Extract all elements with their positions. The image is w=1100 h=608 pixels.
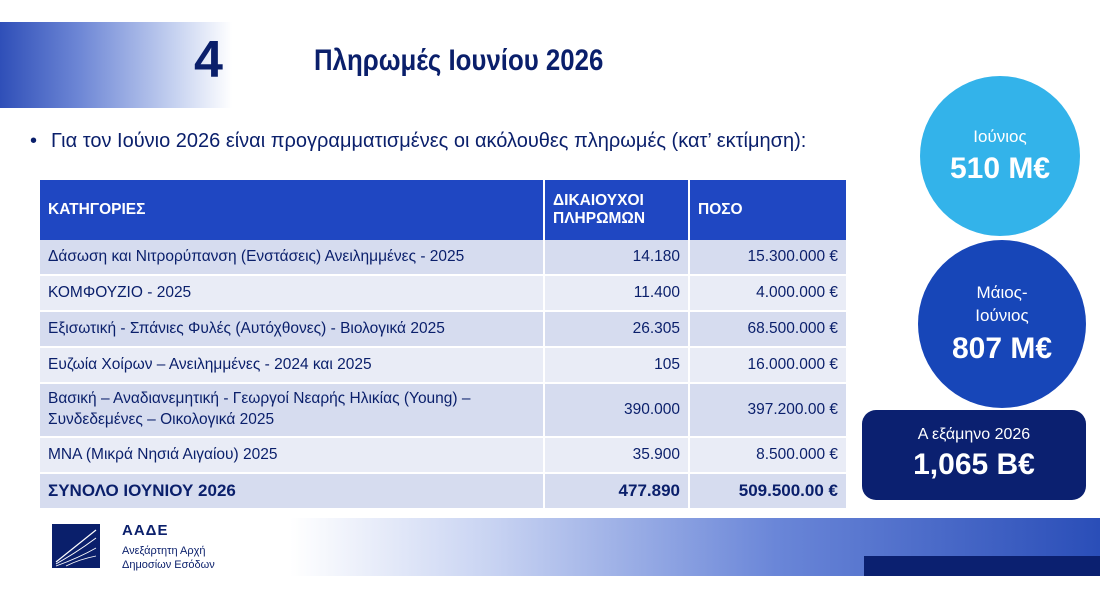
table-row (40, 311, 846, 347)
may-june-total-circle (918, 240, 1086, 408)
table-header-row (40, 180, 846, 240)
slide-number: 4 (194, 31, 223, 89)
intro-bullet (30, 130, 806, 153)
row-amount: 15.300.000 € (689, 240, 846, 275)
table-row (40, 275, 846, 311)
logo-subtitle-line-2: Δημοσίων Εσόδων (122, 559, 215, 572)
may-june-value: 807 Μ€ (951, 331, 1053, 365)
bullet-icon: • (30, 130, 38, 152)
page-title: Πληρωμές Ιουνίου 2026 (314, 44, 604, 77)
row-category: ΜΝΑ (Μικρά Νησιά Αιγαίου) 2025 (40, 437, 544, 473)
table-total-row (40, 473, 846, 509)
table-row (40, 383, 846, 437)
may-june-label-2: Ιούνιος (975, 306, 1029, 325)
row-beneficiaries: 105 (544, 347, 689, 383)
logo-subtitle-line-1: Ανεξάρτητη Αρχή (122, 545, 206, 557)
total-amount: 509.500.00 € (689, 473, 846, 509)
total-beneficiaries: 477.890 (544, 473, 689, 509)
semester-total-box (862, 410, 1086, 500)
may-june-label-1: Μάιος- (976, 283, 1028, 303)
row-amount: 4.000.000 € (689, 275, 846, 311)
header-amount: ΠΟΣΟ (689, 180, 846, 240)
row-amount: 68.500.000 € (689, 311, 846, 347)
row-amount: 8.500.000 € (689, 437, 846, 473)
semester-value: 1,065 Β€ (913, 448, 1035, 481)
row-category: ΚΟΜΦΟΥΖΙΟ - 2025 (40, 275, 544, 311)
row-amount: 397.200.00 € (689, 383, 846, 437)
logo-name: ΑΑΔΕ (122, 522, 169, 539)
row-category: Εξισωτική - Σπάνιες Φυλές (Αυτόχθονες) - Βιολογικά 2025 (40, 311, 544, 347)
row-beneficiaries: 35.900 (544, 437, 689, 473)
row-category: Βασική – Αναδιανεμητική - Γεωργοί Νεαρής Ηλικίας (Young) – Συνδεδεμένες – Οικολογικά 2025 (40, 383, 544, 437)
header-categories: ΚΑΤΗΓΟΡΙΕΣ (40, 180, 544, 240)
row-beneficiaries: 26.305 (544, 311, 689, 347)
row-beneficiaries: 11.400 (544, 275, 689, 311)
row-beneficiaries: 390.000 (544, 383, 689, 437)
footer-accent-strip (864, 556, 1100, 576)
table-row (40, 437, 846, 473)
table-row (40, 347, 846, 383)
table-row (40, 240, 846, 275)
total-label: ΣΥΝΟΛΟ ΙΟΥΝΙΟΥ 2026 (40, 473, 544, 509)
payments-table (40, 180, 846, 510)
row-category: Ευζωία Χοίρων – Ανειλημμένες - 2024 και 2025 (40, 347, 544, 383)
row-category: Δάσωση και Νιτρορύπανση (Ενστάσεις) Ανειλημμένες - 2025 (40, 240, 544, 275)
intro-text: Για τον Ιούνιο 2026 είναι προγραμματισμένες οι ακόλουθες πληρωμές (κατ’ εκτίμηση): (51, 130, 807, 152)
row-amount: 16.000.000 € (689, 347, 846, 383)
june-value: 510 Μ€ (949, 152, 1051, 186)
header-beneficiaries: ΔΙΚΑΙΟΥΧΟΙ ΠΛΗΡΩΜΩΝ (544, 180, 689, 240)
semester-label: Α εξάμηνο 2026 (917, 426, 1031, 443)
aade-logo-icon (52, 524, 100, 568)
june-total-circle (920, 76, 1080, 236)
row-beneficiaries: 14.180 (544, 240, 689, 275)
june-label: Ιούνιος (973, 126, 1027, 146)
logo-subtitle (122, 544, 215, 573)
